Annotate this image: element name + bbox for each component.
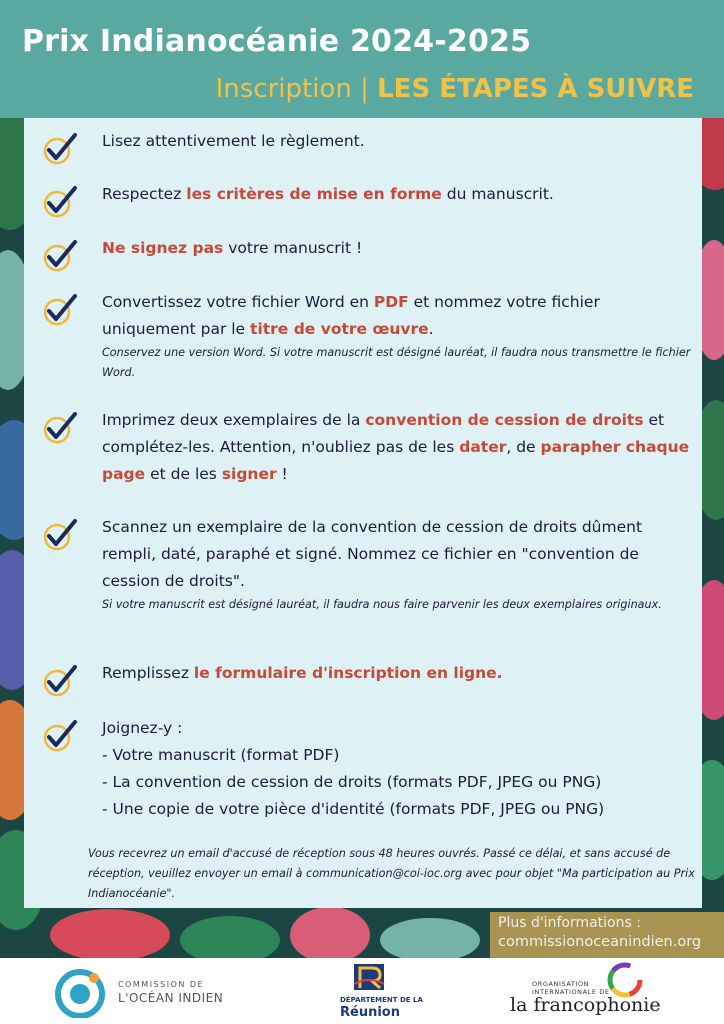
step-4-highlight-2: titre de votre œuvre [250,320,429,338]
step-5-highlight-4: signer [221,465,277,483]
coi-name-line1: COMMISSION DE [118,980,205,989]
step-7-highlight: le formulaire d'inscription en ligne. [193,664,503,682]
page-title: Prix Indianocéanie 2024-2025 [22,24,532,59]
step-5-text [102,407,692,488]
step-8-text [102,715,692,823]
step-7-text [102,660,692,687]
coi-logo [54,968,110,1018]
step-4-note: Conservez une version Word. Si votre manuscrit est désigné lauréat, il faudra nous transmettre le fichier Word. [102,346,691,379]
coi-name-line2: L'OCÉAN INDIEN [118,991,224,1005]
step-3-text-b: votre manuscrit ! [223,239,363,257]
info-label: Plus d'informations : [498,915,641,931]
francophonie-logo [606,961,644,999]
step-4-text [102,289,692,383]
step-2-text-b: du manuscrit. [441,185,554,203]
step-2-text-a: Respectez [102,185,187,203]
step-2-highlight: les critères de mise en forme [186,185,442,203]
checkmark-icon [42,293,78,327]
step-6-note: Si votre manuscrit est désigné lauréat, il faudra nous faire parvenir les deux exemplaires originaux. [102,598,662,611]
step-4-highlight-1: PDF [373,293,409,311]
step-8-item: - Une copie de votre pièce d'identité (formats PDF, JPEG ou PNG) [102,800,605,818]
step-2-text [102,181,692,208]
step-7-text-a: Remplissez [102,664,194,682]
step-8-item: - La convention de cession de droits (formats PDF, JPEG ou PNG) [102,773,602,791]
oif-name-line1: ORGANISATION [532,980,590,988]
step-5-text-e: ! [276,465,288,483]
checkmark-icon [42,239,78,273]
step-5-text-d: et de les [145,465,222,483]
subtitle-light: Inscription [215,74,352,104]
page-subtitle [216,74,694,104]
info-website-link[interactable]: commissionoceanindien.org [498,934,702,950]
step-5-highlight-3: parapher chaque page [102,438,690,483]
step-6-text [102,514,692,615]
subtitle-strong: LES ÉTAPES À SUIVRE [377,74,694,104]
step-5-text-b: et complétez-les. Attention, n'oubliez pas de les [102,411,665,456]
step-4-text-b: et nommez votre fichier uniquement par le [102,293,600,338]
oif-name-line2: INTERNATIONALE DE [532,988,610,996]
step-3-text [102,235,692,262]
reunion-name-line2: Réunion [340,1005,400,1020]
steps-panel [24,118,702,908]
footer-logos [0,958,724,1024]
info-box [490,912,724,958]
checkmark-icon [42,185,78,219]
checkmark-icon [42,132,78,166]
step-4-text-c: . [428,320,434,338]
step-8-item: - Votre manuscrit (format PDF) [102,746,340,764]
step-3-highlight: Ne signez pas [102,239,224,257]
step-6-text-a: Scannez un exemplaire de la convention de cession de droits dûment rempli, daté, paraphé et signé. Nommez ce fichier en "convention de cession de droits". [102,518,643,590]
step-1-text-a: Lisez attentivement le règlement. [102,132,365,150]
step-5-text-c: , de [506,438,541,456]
step-5-highlight-1: convention de cession de droits [365,411,644,429]
reunion-name-line1: DÉPARTEMENT DE LA [340,996,423,1004]
step-5-text-a: Imprimez deux exemplaires de la [102,411,366,429]
oif-name-line3: la francophonie [510,994,661,1016]
step-8-text-a: Joignez-y : [102,719,183,737]
checkmark-icon [42,719,78,753]
header-banner [0,0,724,118]
step-4-text-a: Convertissez votre fichier Word en [102,293,374,311]
step-1-text [102,128,692,155]
checkmark-icon [42,411,78,445]
subtitle-separator: | [360,74,369,104]
step-5-highlight-2: dater [459,438,507,456]
footnote: Vous recevrez un email d'accusé de réception sous 48 heures ouvrés. Passé ce délai, et sans accusé de réception, veuillez envoyer un email à communication@coi-ioc.org avec pour objet "Ma participation au Prix Indianocéanie". [88,847,695,900]
checkmark-icon [42,664,78,698]
reunion-logo [350,962,388,992]
checkmark-icon [42,518,78,552]
